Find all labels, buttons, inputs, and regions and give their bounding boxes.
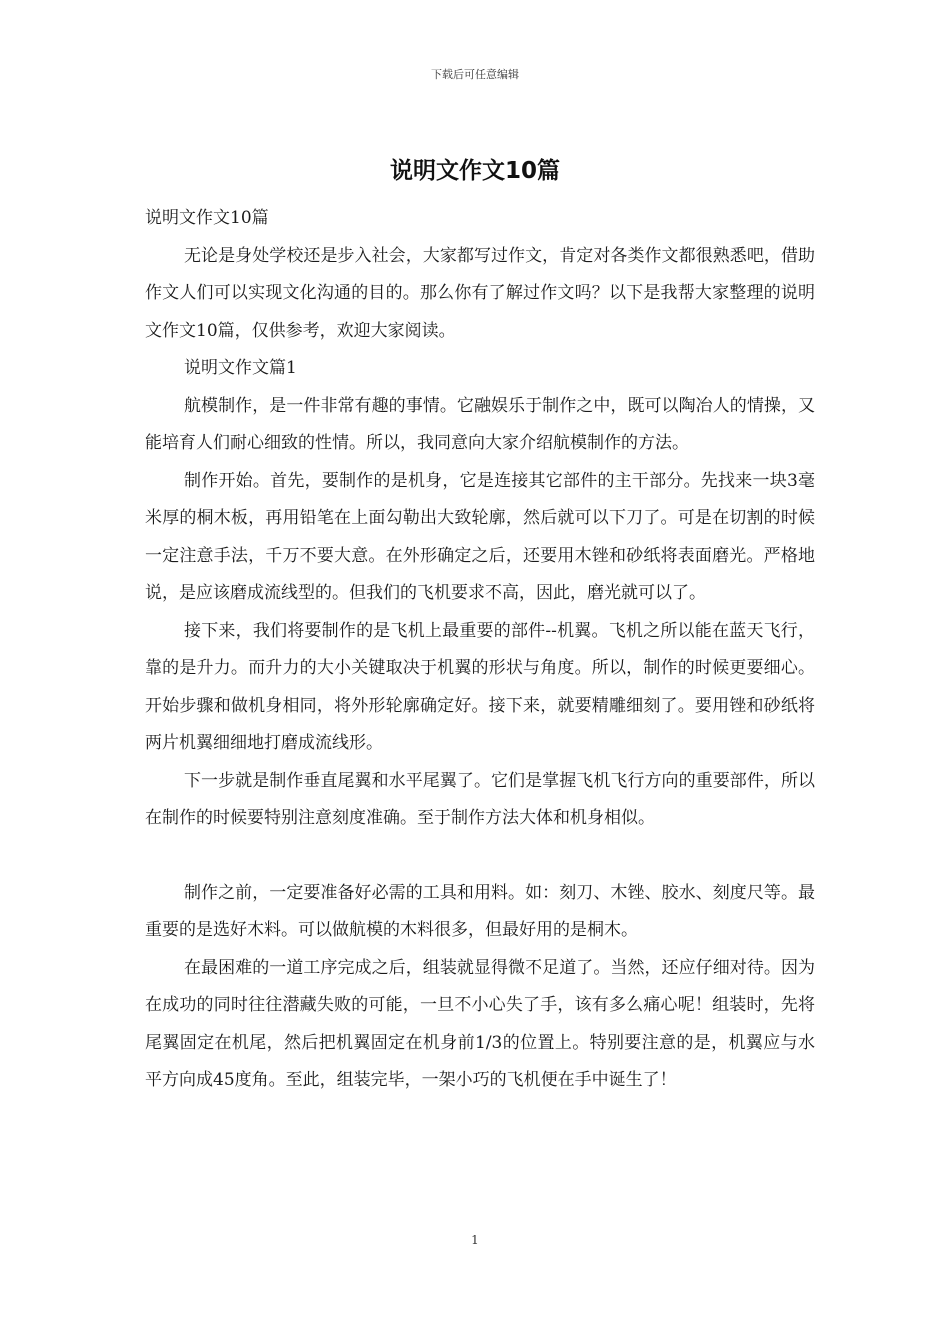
intro-paragraph: 无论是身处学校还是步入社会，大家都写过作文，肯定对各类作文都很熟悉吧，借助作文人们可以实现文化沟通的目的。那么你有了解过作文吗？以下是我帮大家整理的说明文作文10篇，仅供参考，欢迎大家阅读。 [145, 245, 815, 341]
body-paragraph: 制作之前，一定要准备好必需的工具和用料。如：刻刀、木锉、胶水、刻度尺等。最重要的是选好木料。可以做航模的木料很多，但最好用的是桐木。 [145, 882, 815, 940]
document-body [145, 200, 815, 1100]
subtitle-line: 说明文作文10篇 [145, 208, 269, 228]
body-paragraph: 制作开始。首先，要制作的是机身，它是连接其它部件的主干部分。先找来一块3毫米厚的桐木板，再用铅笔在上面勾勒出大致轮廓，然后就可以下刀了。可是在切割的时候一定注意手法，千万不要大意。在外形确定之后，还要用木锉和砂纸将表面磨光。严格地说，是应该磨成流线型的。但我们的飞机要求不高，因此，磨光就可以了。 [145, 470, 815, 603]
body-paragraph: 在最困难的一道工序完成之后，组装就显得微不足道了。当然，还应仔细对待。因为在成功的同时往往潜藏失败的可能，一旦不小心失了手，该有多么痛心呢！组装时，先将尾翼固定在机尾，然后把机翼固定在机身前1/3的位置上。特别要注意的是，机翼应与水平方向成45度角。至此，组装完毕，一架小巧的飞机便在手中诞生了！ [145, 957, 815, 1090]
body-paragraph: 下一步就是制作垂直尾翼和水平尾翼了。它们是掌握飞机飞行方向的重要部件，所以在制作的时候要特别注意刻度准确。至于制作方法大体和机身相似。 [145, 770, 815, 828]
body-paragraph: 接下来，我们将要制作的是飞机上最重要的部件--机翼。飞机之所以能在蓝天飞行，靠的是升力。而升力的大小关键取决于机翼的形状与角度。所以，制作的时候更要细心。开始步骤和做机身相同，将外形轮廓确定好。接下来，就要精雕细刻了。要用锉和砂纸将两片机翼细细地打磨成流线形。 [145, 620, 815, 753]
page-number: 1 [471, 1233, 479, 1247]
page-header: 下载后可任意编辑 [431, 68, 519, 81]
body-paragraph: 航模制作，是一件非常有趣的事情。它融娱乐于制作之中，既可以陶冶人的情操，又能培育人们耐心细致的性情。所以，我同意向大家介绍航模制作的方法。 [145, 395, 815, 453]
section-heading: 说明文作文篇1 [184, 358, 297, 378]
document-title: 说明文作文10篇 [389, 158, 560, 184]
